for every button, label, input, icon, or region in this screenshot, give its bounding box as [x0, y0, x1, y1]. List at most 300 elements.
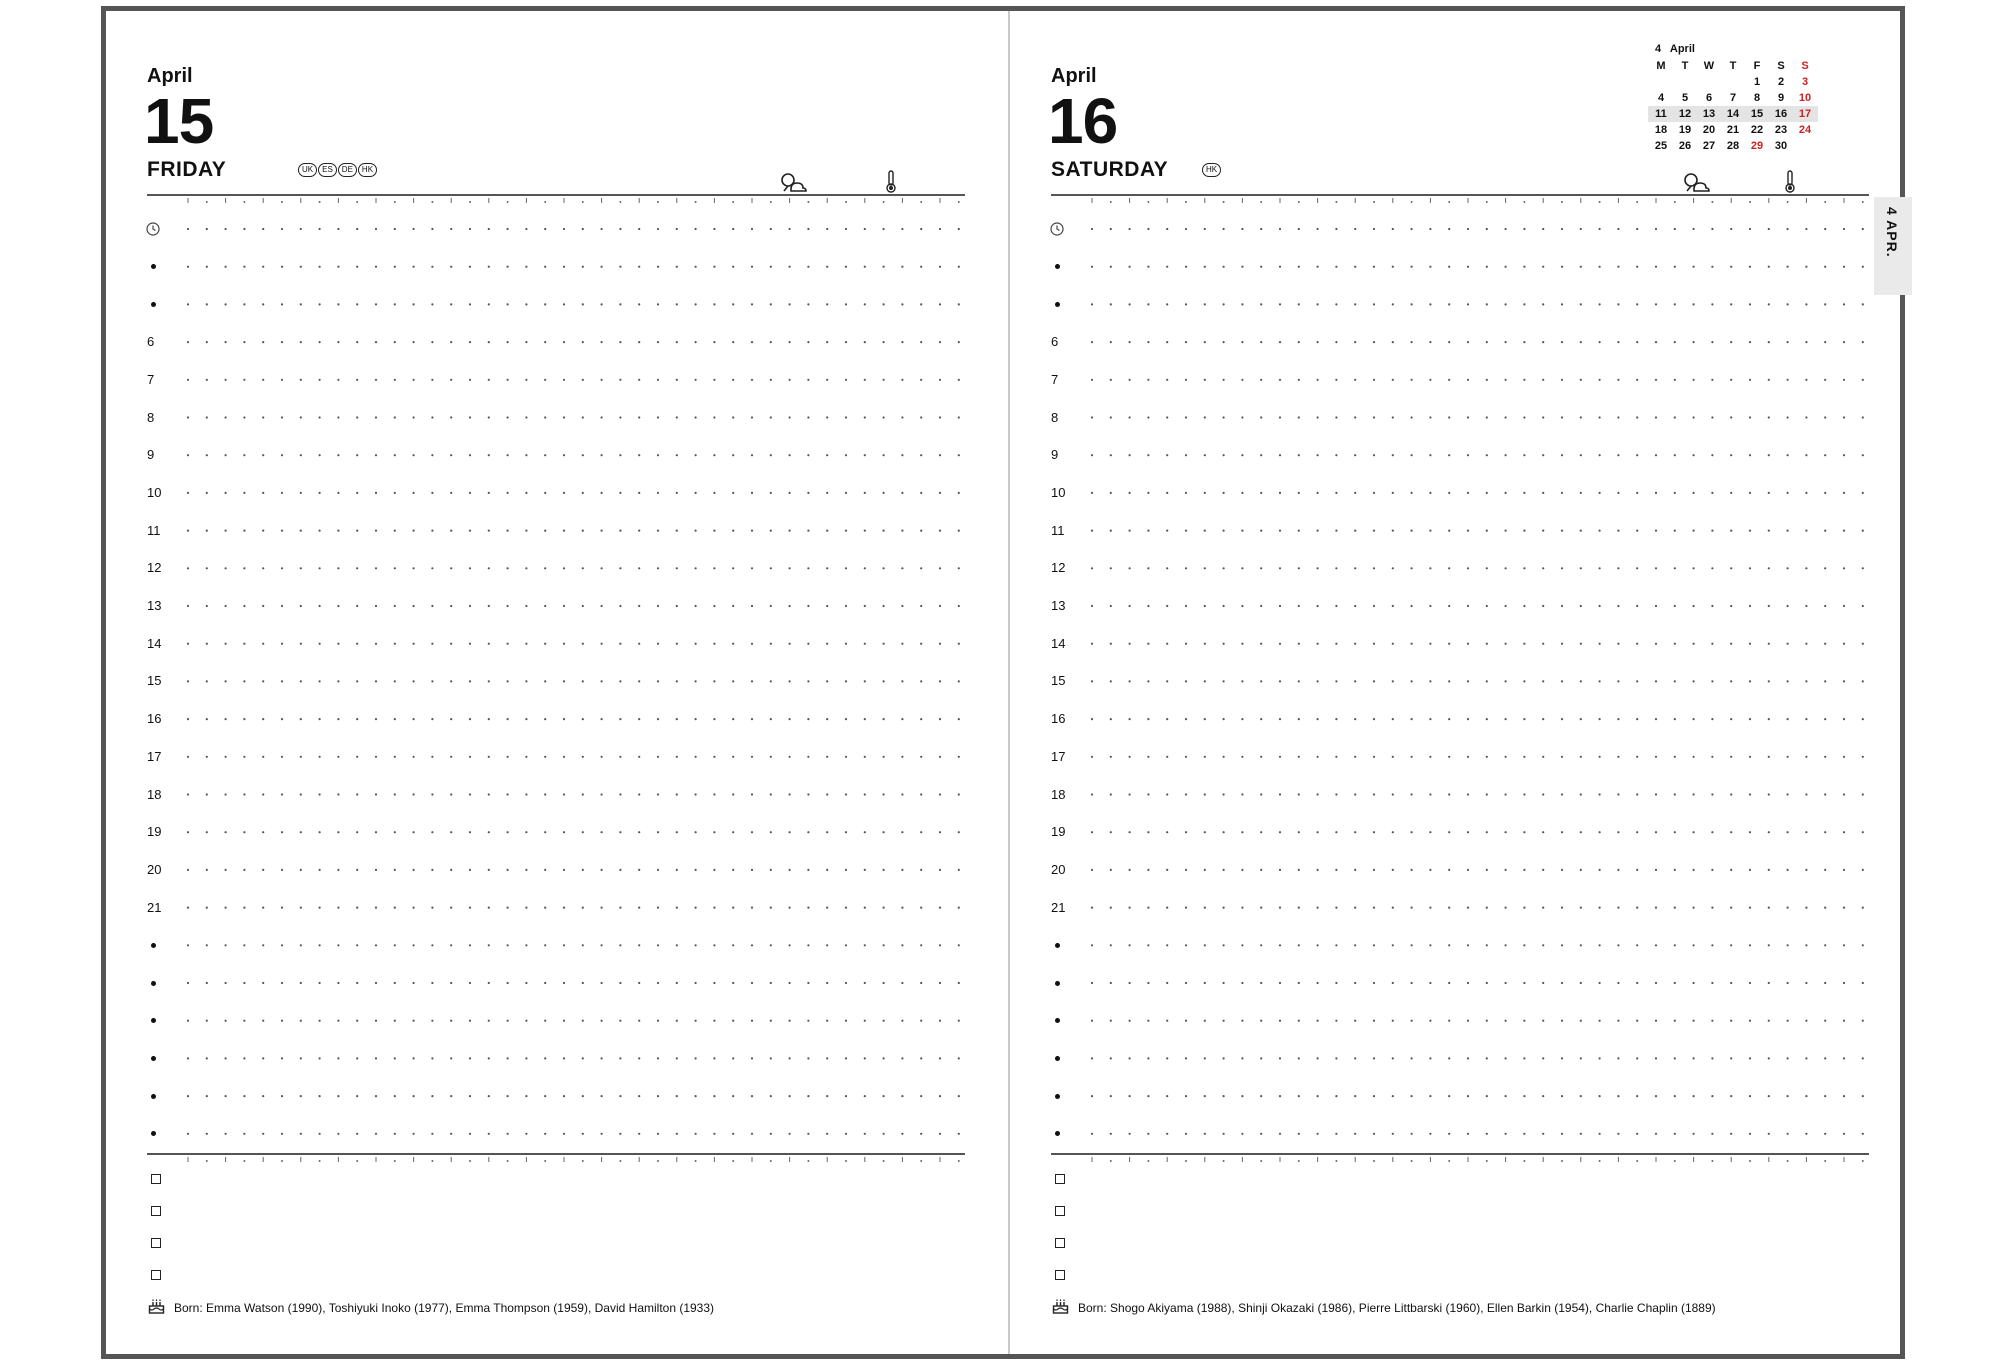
grid-dot	[1373, 1020, 1375, 1022]
grid-dot	[601, 341, 603, 343]
grid-dot	[789, 680, 791, 682]
grid-dot	[1768, 1133, 1770, 1135]
grid-dot	[1279, 341, 1281, 343]
grid-dot	[864, 492, 866, 494]
todo-checkbox[interactable]	[1055, 1174, 1065, 1184]
todo-checkbox[interactable]	[151, 1270, 161, 1280]
grid-dot	[920, 266, 922, 268]
grid-dot	[1335, 341, 1337, 343]
grid-dot	[319, 530, 321, 532]
grid-dot	[713, 530, 715, 532]
grid-dot	[413, 303, 415, 305]
hour-label: 21	[1051, 899, 1066, 915]
grid-dot	[619, 756, 621, 758]
grid-dot	[1223, 944, 1225, 946]
grid-dot	[864, 416, 866, 418]
grid-dot	[507, 454, 509, 456]
grid-dot	[1110, 1095, 1112, 1097]
grid-dot	[1223, 530, 1225, 532]
grid-dot	[1711, 266, 1713, 268]
grid-dot	[901, 605, 903, 607]
grid-dot	[1373, 756, 1375, 758]
grid-dot	[1711, 530, 1713, 532]
grid-dot	[1448, 530, 1450, 532]
todo-checkbox[interactable]	[1055, 1206, 1065, 1216]
grid-dot	[413, 266, 415, 268]
grid-dot	[939, 718, 941, 720]
grid-dot	[1467, 416, 1469, 418]
grid-dot	[920, 831, 922, 833]
grid-dot	[1335, 201, 1337, 203]
grid-dot	[1486, 228, 1488, 230]
grid-dot	[262, 643, 264, 645]
grid-dot	[1862, 643, 1864, 645]
grid-dot	[1429, 492, 1431, 494]
grid-dot	[1599, 680, 1601, 682]
grid-dot	[262, 1095, 264, 1097]
grid-dot	[1505, 982, 1507, 984]
grid-dot	[1467, 1020, 1469, 1022]
mini-calendar-day[interactable]: 2	[1777, 76, 1785, 88]
grid-dot	[1711, 907, 1713, 909]
grid-dot	[469, 201, 471, 203]
grid-dot	[1599, 266, 1601, 268]
grid-dot	[281, 1095, 283, 1097]
todo-checkbox[interactable]	[151, 1206, 161, 1216]
grid-dot	[1129, 492, 1131, 494]
mini-calendar-day[interactable]: 23	[1774, 124, 1788, 136]
mini-calendar-day[interactable]: 25	[1654, 140, 1668, 152]
grid-dot	[206, 1133, 208, 1135]
todo-checkbox[interactable]	[151, 1238, 161, 1248]
grid-dot	[319, 201, 321, 203]
grid-dot	[337, 756, 339, 758]
grid-dot	[469, 982, 471, 984]
mini-calendar-day[interactable]: 19	[1678, 124, 1692, 136]
grid-dot	[225, 341, 227, 343]
grid-dot	[488, 492, 490, 494]
grid-dot	[1335, 605, 1337, 607]
grid-dot	[845, 643, 847, 645]
grid-dot	[1730, 982, 1732, 984]
mini-calendar-weekday: T	[1729, 60, 1737, 72]
grid-dot	[1561, 944, 1563, 946]
grid-dot	[544, 831, 546, 833]
grid-dot	[1749, 831, 1751, 833]
grid-dot	[582, 492, 584, 494]
grid-dot	[356, 1095, 358, 1097]
grid-dot	[1448, 416, 1450, 418]
grid-dot	[262, 1057, 264, 1059]
grid-dot	[563, 643, 565, 645]
grid-dot	[695, 1020, 697, 1022]
grid-dot	[1335, 756, 1337, 758]
grid-dot	[1354, 567, 1356, 569]
grid-dot	[563, 266, 565, 268]
grid-dot	[1185, 228, 1187, 230]
grid-dot	[638, 379, 640, 381]
grid-dot	[1166, 756, 1168, 758]
grid-dot	[1805, 303, 1807, 305]
grid-dot	[394, 416, 396, 418]
grid-dot	[1580, 793, 1582, 795]
grid-dot	[638, 756, 640, 758]
grid-dot	[1335, 1095, 1337, 1097]
grid-dot	[1110, 567, 1112, 569]
grid-dot	[431, 831, 433, 833]
grid-dot	[1448, 1095, 1450, 1097]
mini-calendar-day[interactable]: 10	[1798, 92, 1812, 104]
grid-dot	[826, 680, 828, 682]
grid-dot	[1787, 680, 1789, 682]
grid-dot	[1448, 643, 1450, 645]
grid-dot	[1505, 718, 1507, 720]
grid-dot	[1505, 567, 1507, 569]
grid-dot	[525, 1095, 527, 1097]
mini-calendar-day[interactable]: 13	[1702, 108, 1716, 120]
grid-dot	[206, 793, 208, 795]
grid-dot	[920, 530, 922, 532]
grid-dot	[1561, 831, 1563, 833]
grid-dot	[413, 492, 415, 494]
grid-dot	[1279, 944, 1281, 946]
hour-label: 6	[147, 334, 155, 350]
grid-dot	[469, 605, 471, 607]
grid-dot	[1204, 1057, 1206, 1059]
grid-dot	[1185, 416, 1187, 418]
grid-dot	[394, 680, 396, 682]
grid-dot	[337, 944, 339, 946]
grid-dot	[582, 718, 584, 720]
grid-dot	[1561, 605, 1563, 607]
grid-dot	[1768, 643, 1770, 645]
grid-dot	[751, 831, 753, 833]
grid-dot	[1693, 530, 1695, 532]
grid-dot	[807, 416, 809, 418]
hour-label: 10	[147, 484, 162, 500]
grid-dot	[1599, 416, 1601, 418]
grid-dot	[469, 944, 471, 946]
grid-dot	[1392, 567, 1394, 569]
grid-dot	[1392, 793, 1394, 795]
grid-dot	[1486, 1133, 1488, 1135]
mini-calendar-day[interactable]: 20	[1702, 124, 1716, 136]
grid-dot	[1354, 869, 1356, 871]
grid-dot	[1730, 1020, 1732, 1022]
grid-dot	[431, 605, 433, 607]
grid-dot	[1373, 1095, 1375, 1097]
grid-dot	[1749, 1133, 1751, 1135]
todo-checkbox[interactable]	[1055, 1238, 1065, 1248]
grid-dot	[1373, 567, 1375, 569]
grid-dot	[939, 680, 941, 682]
mini-calendar-day[interactable]: 30	[1774, 140, 1788, 152]
grid-dot	[1862, 907, 1864, 909]
grid-dot	[1617, 718, 1619, 720]
grid-dot	[1768, 379, 1770, 381]
mini-calendar-day[interactable]: 4	[1657, 92, 1665, 104]
grid-dot	[770, 907, 772, 909]
grid-dot	[206, 416, 208, 418]
grid-dot	[1260, 1160, 1262, 1162]
grid-dot	[1862, 869, 1864, 871]
grid-dot	[939, 492, 941, 494]
grid-dot	[1204, 907, 1206, 909]
grid-dot	[394, 793, 396, 795]
grid-dot	[582, 1057, 584, 1059]
mini-calendar-day[interactable]: 5	[1681, 92, 1689, 104]
grid-dot	[431, 944, 433, 946]
grid-dot	[751, 303, 753, 305]
mini-calendar-day[interactable]: 7	[1729, 92, 1737, 104]
grid-dot	[431, 379, 433, 381]
grid-dot	[1166, 869, 1168, 871]
grid-dot	[1298, 643, 1300, 645]
grid-dot	[1523, 831, 1525, 833]
grid-dot	[243, 266, 245, 268]
grid-dot	[1147, 530, 1149, 532]
grid-dot	[1185, 1020, 1187, 1022]
grid-dot	[657, 680, 659, 682]
mini-calendar-day[interactable]: 1	[1753, 76, 1761, 88]
grid-dot	[1429, 1020, 1431, 1022]
grid-dot	[732, 944, 734, 946]
grid-dot	[243, 1160, 245, 1162]
grid-dot	[1542, 944, 1544, 946]
grid-dot	[1241, 907, 1243, 909]
grid-dot	[450, 341, 452, 343]
grid-dot	[657, 1057, 659, 1059]
grid-dot	[1523, 756, 1525, 758]
grid-dot	[413, 869, 415, 871]
mini-calendar-day[interactable]: 26	[1678, 140, 1692, 152]
grid-dot	[807, 228, 809, 230]
grid-dot	[1580, 643, 1582, 645]
grid-dot	[450, 907, 452, 909]
grid-dot	[807, 1133, 809, 1135]
grid-dot	[450, 567, 452, 569]
grid-dot	[845, 1095, 847, 1097]
grid-dot	[1523, 379, 1525, 381]
grid-dot	[1166, 228, 1168, 230]
mini-calendar-day[interactable]: 24	[1798, 124, 1812, 136]
grid-dot	[1843, 379, 1845, 381]
grid-dot	[1147, 869, 1149, 871]
grid-dot	[601, 1133, 603, 1135]
mini-calendar-day[interactable]: 15	[1750, 108, 1764, 120]
grid-dot	[1129, 454, 1131, 456]
grid-dot	[1110, 416, 1112, 418]
born-line: Born: Emma Watson (1990), Toshiyuki Inoko (1977), Emma Thompson (1959), David Hamilton (1933)	[174, 1301, 715, 1315]
grid-dot	[1185, 831, 1187, 833]
grid-dot	[582, 1095, 584, 1097]
grid-dot	[1392, 1133, 1394, 1135]
grid-dot	[676, 1095, 678, 1097]
grid-dot	[1373, 869, 1375, 871]
grid-dot	[883, 643, 885, 645]
grid-dot	[958, 1095, 960, 1097]
grid-dot	[601, 869, 603, 871]
grid-dot	[713, 680, 715, 682]
grid-dot	[1110, 643, 1112, 645]
grid-dot	[713, 605, 715, 607]
grid-dot	[1467, 944, 1469, 946]
grid-dot	[695, 831, 697, 833]
grid-dot	[563, 793, 565, 795]
grid-dot	[1542, 1057, 1544, 1059]
grid-dot	[1260, 379, 1262, 381]
grid-dot	[1711, 303, 1713, 305]
mini-calendar-day[interactable]: 14	[1726, 108, 1740, 120]
mini-calendar-day[interactable]: 12	[1678, 108, 1692, 120]
grid-dot	[262, 379, 264, 381]
grid-dot	[431, 1020, 433, 1022]
grid-dot	[695, 379, 697, 381]
grid-dot	[601, 379, 603, 381]
grid-dot	[1241, 869, 1243, 871]
mini-calendar-day[interactable]: 16	[1774, 108, 1788, 120]
grid-dot	[1317, 1095, 1319, 1097]
mini-calendar-day[interactable]: 17	[1798, 108, 1812, 120]
grid-dot	[1411, 266, 1413, 268]
grid-dot	[319, 341, 321, 343]
grid-dot	[356, 982, 358, 984]
grid-dot	[1711, 718, 1713, 720]
grid-dot	[1711, 1020, 1713, 1022]
grid-dot	[1260, 303, 1262, 305]
mini-calendar-day[interactable]: 27	[1702, 140, 1716, 152]
grid-dot	[356, 831, 358, 833]
grid-dot	[1505, 1133, 1507, 1135]
grid-dot	[300, 266, 302, 268]
grid-dot	[1636, 341, 1638, 343]
grid-dot	[281, 1057, 283, 1059]
grid-dot	[187, 944, 189, 946]
grid-dot	[1129, 643, 1131, 645]
grid-dot	[1166, 944, 1168, 946]
grid-dot	[488, 228, 490, 230]
grid-dot	[225, 643, 227, 645]
grid-dot	[732, 567, 734, 569]
grid-dot	[1486, 1057, 1488, 1059]
grid-dot	[1749, 756, 1751, 758]
grid-dot	[1824, 341, 1826, 343]
todo-checkbox[interactable]	[1055, 1270, 1065, 1280]
grid-dot	[1599, 982, 1601, 984]
grid-dot	[1411, 907, 1413, 909]
grid-dot	[864, 793, 866, 795]
mini-calendar-day[interactable]: 28	[1726, 140, 1740, 152]
grid-dot	[1241, 379, 1243, 381]
grid-dot	[958, 416, 960, 418]
mini-calendar-day[interactable]: 22	[1750, 124, 1764, 136]
grid-dot	[1805, 530, 1807, 532]
grid-dot	[695, 1095, 697, 1097]
grid-dot	[751, 379, 753, 381]
grid-dot	[243, 605, 245, 607]
mini-calendar-day[interactable]: 9	[1777, 92, 1785, 104]
grid-dot	[1655, 266, 1657, 268]
grid-dot	[1260, 869, 1262, 871]
mini-calendar-day[interactable]: 6	[1705, 92, 1713, 104]
mini-calendar-day[interactable]: 21	[1726, 124, 1740, 136]
grid-dot	[1486, 379, 1488, 381]
grid-dot	[356, 643, 358, 645]
grid-dot	[1693, 605, 1695, 607]
grid-dot	[1335, 266, 1337, 268]
grid-dot	[544, 869, 546, 871]
grid-dot	[1241, 492, 1243, 494]
grid-dot	[789, 492, 791, 494]
grid-dot	[1223, 605, 1225, 607]
grid-dot	[1768, 831, 1770, 833]
grid-dot	[1467, 379, 1469, 381]
grid-dot	[187, 831, 189, 833]
grid-dot	[1617, 341, 1619, 343]
grid-dot	[1298, 492, 1300, 494]
grid-dot	[1674, 1020, 1676, 1022]
grid-dot	[657, 1133, 659, 1135]
grid-dot	[713, 1057, 715, 1059]
grid-dot	[1147, 492, 1149, 494]
grid-dot	[413, 379, 415, 381]
grid-dot	[300, 643, 302, 645]
mini-calendar-day[interactable]: 18	[1654, 124, 1668, 136]
mini-calendar-day[interactable]: 29	[1750, 140, 1764, 152]
grid-dot	[657, 201, 659, 203]
grid-dot	[1824, 1095, 1826, 1097]
todo-checkbox[interactable]	[151, 1174, 161, 1184]
grid-dot	[1749, 567, 1751, 569]
grid-dot	[563, 303, 565, 305]
grid-dot	[901, 869, 903, 871]
grid-dot	[1317, 907, 1319, 909]
grid-dot	[807, 605, 809, 607]
grid-dot	[1392, 492, 1394, 494]
grid-dot	[601, 718, 603, 720]
grid-dot	[1505, 228, 1507, 230]
grid-dot	[939, 605, 941, 607]
hour-label: 18	[1051, 786, 1066, 802]
grid-dot	[1505, 605, 1507, 607]
mini-calendar-day[interactable]: 11	[1655, 108, 1667, 120]
mini-calendar-day[interactable]: 3	[1801, 76, 1809, 88]
grid-dot	[770, 1020, 772, 1022]
grid-dot	[1223, 266, 1225, 268]
grid-dot	[1204, 341, 1206, 343]
grid-dot	[1392, 982, 1394, 984]
grid-dot	[544, 944, 546, 946]
grid-dot	[187, 982, 189, 984]
mini-calendar-day[interactable]: 8	[1753, 92, 1761, 104]
grid-dot	[525, 379, 527, 381]
grid-dot	[319, 793, 321, 795]
grid-dot	[1561, 680, 1563, 682]
grid-dot	[920, 944, 922, 946]
grid-dot	[638, 907, 640, 909]
grid-dot	[281, 416, 283, 418]
grid-dot	[1279, 1057, 1281, 1059]
hour-label: 19	[1051, 824, 1066, 840]
grid-dot	[1411, 718, 1413, 720]
grid-dot	[187, 643, 189, 645]
month-index-tab[interactable]	[1874, 197, 1912, 295]
grid-dot	[1580, 718, 1582, 720]
grid-dot	[676, 907, 678, 909]
grid-dot	[525, 605, 527, 607]
grid-dot	[1862, 1133, 1864, 1135]
grid-dot	[544, 201, 546, 203]
